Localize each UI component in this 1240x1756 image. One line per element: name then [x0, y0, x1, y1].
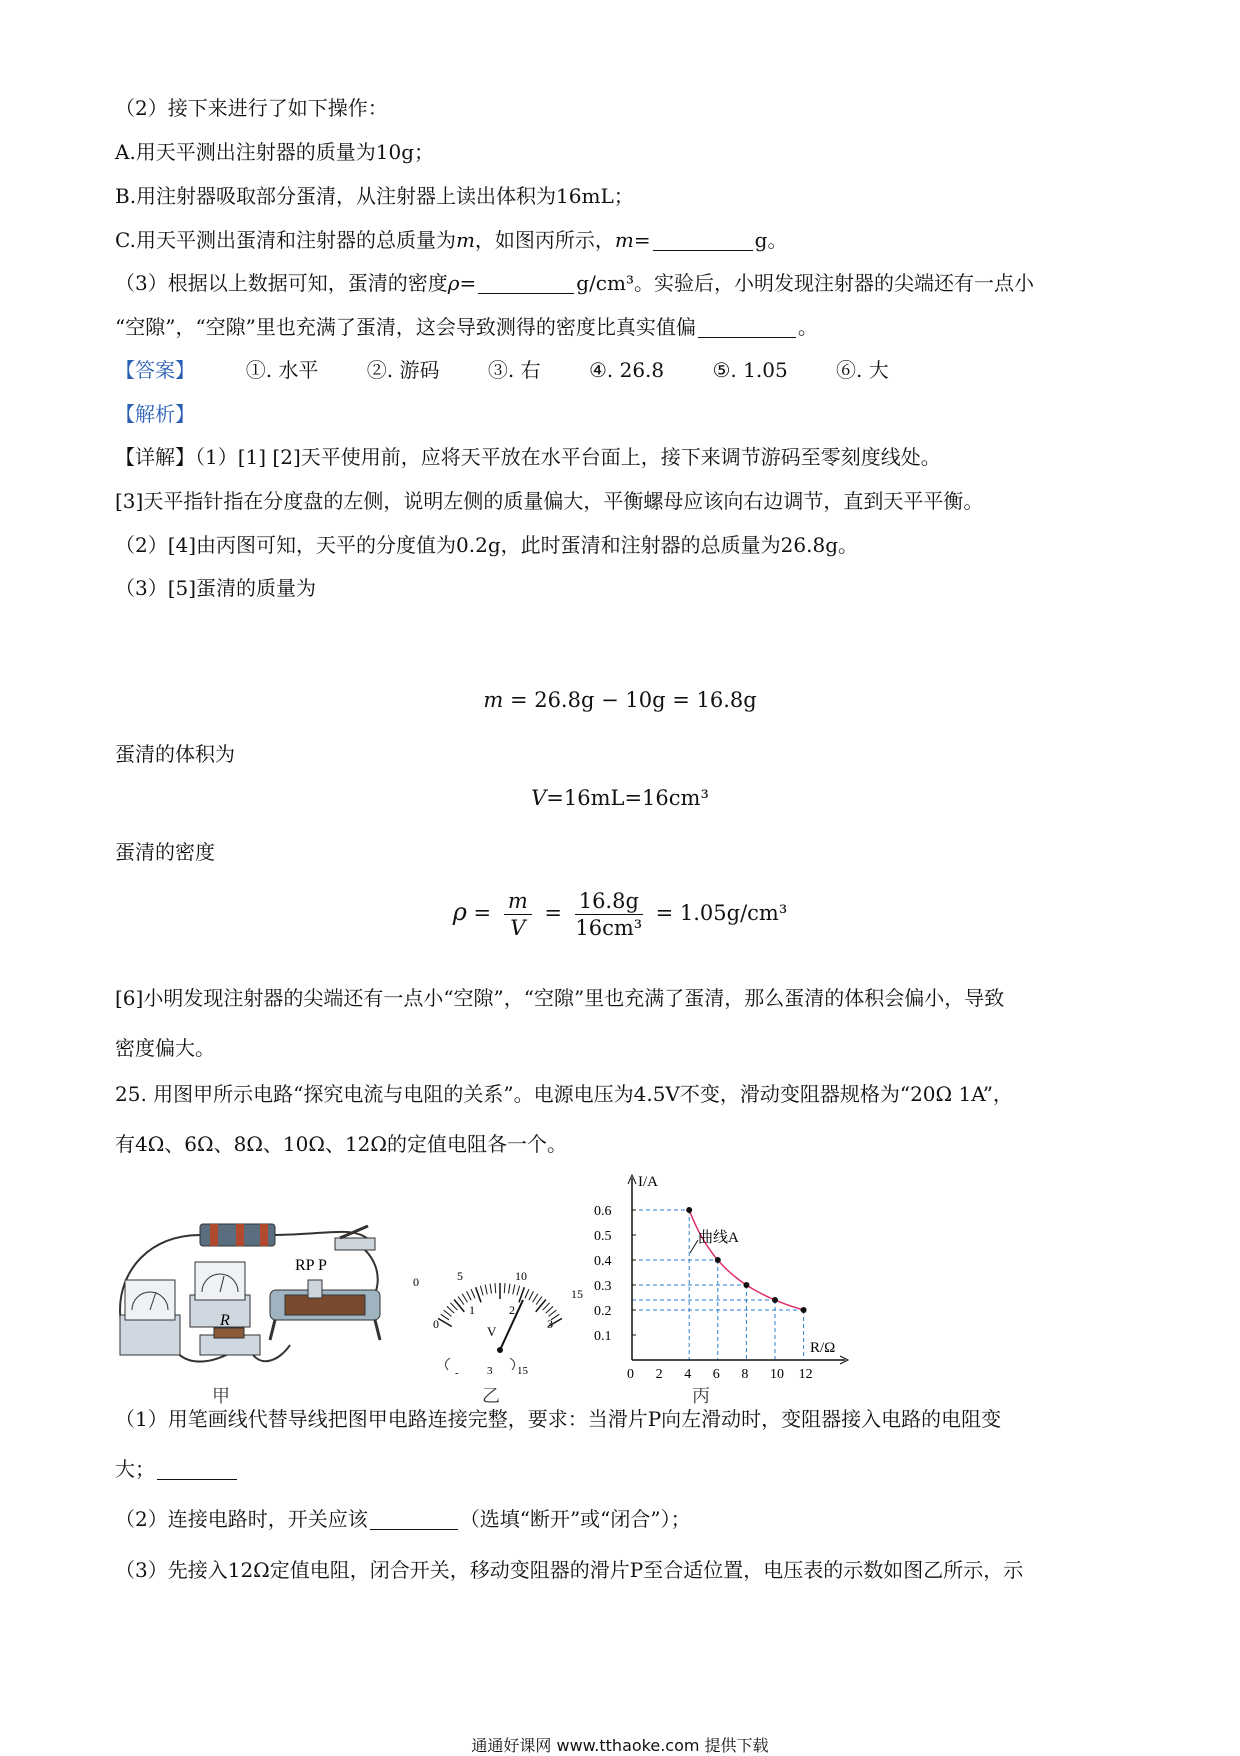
- svg-text:0: 0: [433, 1317, 439, 1331]
- y-tick-label: 0.1: [594, 1329, 612, 1344]
- dial-tick: [480, 1286, 483, 1296]
- dial-ticks: [438, 1283, 562, 1326]
- detail-label: 【详解】: [115, 445, 195, 469]
- x-tick-label: 6: [712, 1367, 720, 1380]
- dial-tick: [529, 1291, 534, 1300]
- dial-tick: [513, 1285, 515, 1295]
- dial-tick: [495, 1283, 496, 1293]
- dial-tick: [536, 1300, 546, 1312]
- svg-text:RP P: RP P: [295, 1257, 327, 1274]
- line-op-intro: （2）接下来进行了如下操作：: [115, 96, 388, 120]
- dial-tick: [447, 1306, 454, 1313]
- svg-text:0: 0: [413, 1275, 419, 1289]
- equation-mass: m = 26.8g − 10g = 16.8g: [483, 688, 757, 712]
- answer-blank-bias[interactable]: [698, 315, 796, 338]
- y-tick-label: 0.6: [594, 1204, 612, 1219]
- answer-item: ④. 26.8: [588, 358, 665, 382]
- current-resistance-chart: [590, 1170, 860, 1380]
- figure-label-yi: 乙: [482, 1386, 500, 1407]
- dial-tick: [462, 1294, 467, 1303]
- dial-tick: [517, 1286, 520, 1296]
- dial-tick: [454, 1300, 464, 1312]
- answer-blank-mass[interactable]: [653, 228, 753, 251]
- dial-pivot: [497, 1347, 503, 1353]
- dial-tick: [509, 1284, 510, 1294]
- q25-sub1-line-2: 大；: [115, 1455, 239, 1483]
- curve-label: 曲线A: [698, 1230, 739, 1246]
- page-footer: 通通好课网 www.tthaoke.com 提供下载: [471, 1736, 769, 1755]
- data-point: [686, 1207, 692, 1213]
- q25-sub1-line-1: （1）用笔画线代替导线把图甲电路连接完整，要求：当滑片P向左滑动时，变阻器接入电路的电阻变: [115, 1407, 1002, 1431]
- q25-line-2: 有4Ω、6Ω、8Ω、10Ω、12Ω的定值电阻各一个。: [115, 1132, 567, 1156]
- figure-label-jia: 甲: [212, 1386, 230, 1407]
- dial-tick: [549, 1310, 557, 1316]
- curve-label-pointer: [690, 1240, 698, 1253]
- y-tick-label: 0.5: [594, 1229, 612, 1244]
- svg-text:R: R: [220, 1312, 230, 1329]
- x-tick-label: 12: [798, 1367, 813, 1380]
- detail-line-3: （2）[4]由丙图可知，天平的分度值为0.2g，此时蛋清和注射器的总质量为26.8g。: [115, 533, 858, 557]
- dial-tick: [471, 1289, 475, 1298]
- dial-tick: [504, 1283, 505, 1293]
- q25-line-1: 25. 用图甲所示电路“探究电流与电阻的关系”。电源电压为4.5V不变，滑动变阻器规格为“20Ω 1A”，: [115, 1082, 1013, 1106]
- terminal-wire: [445, 1358, 450, 1370]
- dial-tick: [476, 1287, 481, 1302]
- dial-tick: [444, 1310, 452, 1316]
- dial-tick: [533, 1294, 538, 1303]
- dial-tick: [525, 1289, 529, 1298]
- line-op-a: A.用天平测出注射器的质量为10g；: [115, 140, 435, 164]
- detail-line-2: [3]天平指针指在分度盘的左侧，说明左侧的质量偏大，平衡螺母应该向右边调节，直到天平平衡。: [115, 489, 984, 513]
- data-point: [772, 1297, 778, 1303]
- line-density-q: （3）根据以上数据可知，蛋清的密度ρ= g/cm³。实验后，小明发现注射器的尖端还有一点小: [115, 271, 1034, 295]
- dial-tick: [450, 1303, 457, 1310]
- svg-text:V: V: [487, 1324, 497, 1339]
- y-tick-label: 0.4: [594, 1254, 612, 1269]
- data-point: [801, 1307, 807, 1313]
- answer-item: ③. 右: [487, 358, 541, 382]
- answer-blank-wiring[interactable]: [157, 1457, 237, 1480]
- dial-tick: [485, 1285, 487, 1295]
- svg-text:10: 10: [515, 1270, 527, 1283]
- detail-line-1: 【详解】（1）[1] [2]天平使用前，应将天平放在水平台面上，接下来调节游码至零刻度线处。: [115, 445, 941, 469]
- rheostat: [270, 1257, 380, 1340]
- y-tick-label: 0.2: [594, 1304, 612, 1319]
- svg-text:2: 2: [509, 1303, 515, 1317]
- ammeter: [120, 1280, 180, 1355]
- line-op-c: C.用天平测出蛋清和注射器的总质量为m，如图丙所示，m= g。: [115, 228, 788, 252]
- detail-line-7: [6]小明发现注射器的尖端还有一点小“空隙”，“空隙”里也充满了蛋清，那么蛋清的体积会偏小，导致: [115, 986, 1005, 1010]
- dial-tick: [536, 1296, 542, 1304]
- answer-item: ②. 游码: [366, 358, 440, 382]
- svg-text:3: 3: [487, 1365, 493, 1377]
- x-tick-label: 2: [655, 1367, 663, 1380]
- dial-tick: [519, 1287, 524, 1302]
- svg-text:3: 3: [547, 1317, 553, 1331]
- circuit-figure: [110, 1210, 400, 1380]
- equation-density: ρ = $\frac{m}{V}$ = $\frac{16.8g}{\text{16cm³}}$ = 1.05g/cm³: [452, 889, 788, 940]
- x-tick-label: 4: [684, 1367, 692, 1380]
- x-tick-label: 0: [627, 1367, 634, 1380]
- answer-label: 【答案】: [115, 358, 195, 382]
- dial-tick: [438, 1318, 452, 1326]
- svg-text:1: 1: [469, 1303, 475, 1317]
- data-point: [715, 1257, 721, 1263]
- dial-tick: [458, 1296, 464, 1304]
- q25-sub2: （2）连接电路时，开关应该 （选填“断开”或“闭合”）；: [115, 1507, 691, 1531]
- analysis-label: 【解析】: [115, 402, 195, 426]
- figure-label-bing: 丙: [692, 1386, 710, 1407]
- detail-line-6: 蛋清的密度: [115, 840, 215, 864]
- y-axis-label: I/A: [638, 1174, 658, 1190]
- detail-line-5: 蛋清的体积为: [115, 742, 235, 766]
- dial-tick: [546, 1306, 553, 1313]
- x-tick-label: 10: [770, 1367, 784, 1380]
- switch: [335, 1226, 375, 1250]
- answer-blank-switch[interactable]: [370, 1507, 458, 1530]
- svg-text:15: 15: [571, 1287, 583, 1301]
- detail-line-4: （3）[5]蛋清的质量为: [115, 576, 317, 600]
- battery: [200, 1224, 275, 1246]
- voltmeter-dial: [405, 1270, 585, 1380]
- dial-tick: [441, 1314, 449, 1320]
- x-tick-label: 8: [741, 1367, 749, 1380]
- answer-item: ⑥. 大: [836, 358, 889, 382]
- line-gap-q: “空隙”，“空隙”里也充满了蛋清，这会导致测得的密度比真实值偏 。: [115, 315, 818, 339]
- answer-item: ①. 水平: [245, 358, 319, 382]
- line-op-b: B.用注射器吸取部分蛋清，从注射器上读出体积为16mL；: [115, 184, 634, 208]
- dial-tick: [490, 1284, 491, 1294]
- dial-tick: [467, 1291, 472, 1300]
- terminal-wire: [510, 1358, 515, 1370]
- answer-line: [115, 356, 931, 384]
- svg-text:5: 5: [457, 1270, 463, 1283]
- q25-sub3: （3）先接入12Ω定值电阻，闭合开关，移动变阻器的滑片P至合适位置，电压表的示数如图乙所示，示: [115, 1558, 1024, 1582]
- y-tick-label: 0.3: [594, 1279, 612, 1294]
- data-point: [743, 1282, 749, 1288]
- answer-blank-density[interactable]: [478, 271, 574, 294]
- svg-text:15: 15: [517, 1365, 528, 1377]
- equation-volume: V=16mL=16cm³: [531, 786, 709, 810]
- detail-line-8: 密度偏大。: [115, 1036, 215, 1060]
- svg-text:-: -: [455, 1367, 459, 1379]
- x-axis-label: R/Ω: [810, 1340, 836, 1356]
- dial-tick: [543, 1303, 550, 1310]
- answer-item: ⑤. 1.05: [712, 358, 788, 382]
